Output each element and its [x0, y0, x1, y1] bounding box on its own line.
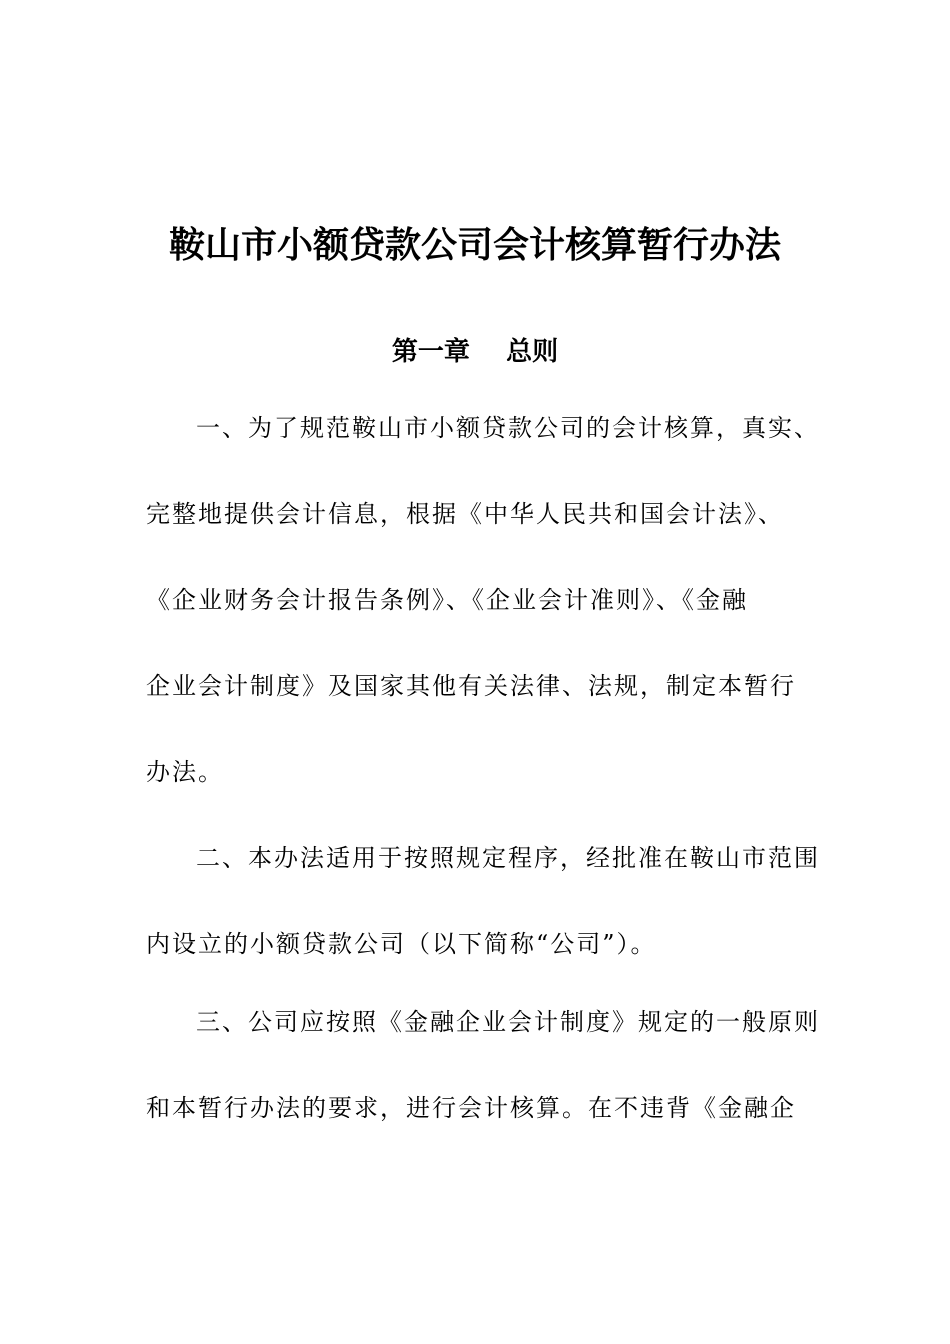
paragraph-1-line-5: 办法。 [146, 758, 224, 786]
paragraph-1-line-3: 《企业财务会计报告条例》、《企业会计准则》、《金融 [146, 586, 748, 614]
paragraph-1-line-1: 一、为了规范鞍山市小额贷款公司的会计核算，真实、 [196, 414, 820, 442]
chapter-title: 第一章 总则 [391, 337, 559, 367]
document-title: 鞍山市小额贷款公司会计核算暂行办法 [168, 225, 781, 266]
paragraph-2-line-2: 内设立的小额贷款公司（以下简称“公司”）。 [146, 930, 657, 958]
paragraph-3-line-1: 三、公司应按照《金融企业会计制度》规定的一般原则 [196, 1008, 820, 1036]
paragraph-3-line-2: 和本暂行办法的要求，进行会计核算。在不违背《金融企 [146, 1094, 796, 1122]
paragraph-2-line-1: 二、本办法适用于按照规定程序，经批准在鞍山市范围 [196, 844, 820, 872]
paragraph-1-line-4: 企业会计制度》及国家其他有关法律、法规，制定本暂行 [146, 672, 796, 700]
paragraph-1-line-2: 完整地提供会计信息，根据《中华人民共和国会计法》、 [146, 500, 784, 528]
